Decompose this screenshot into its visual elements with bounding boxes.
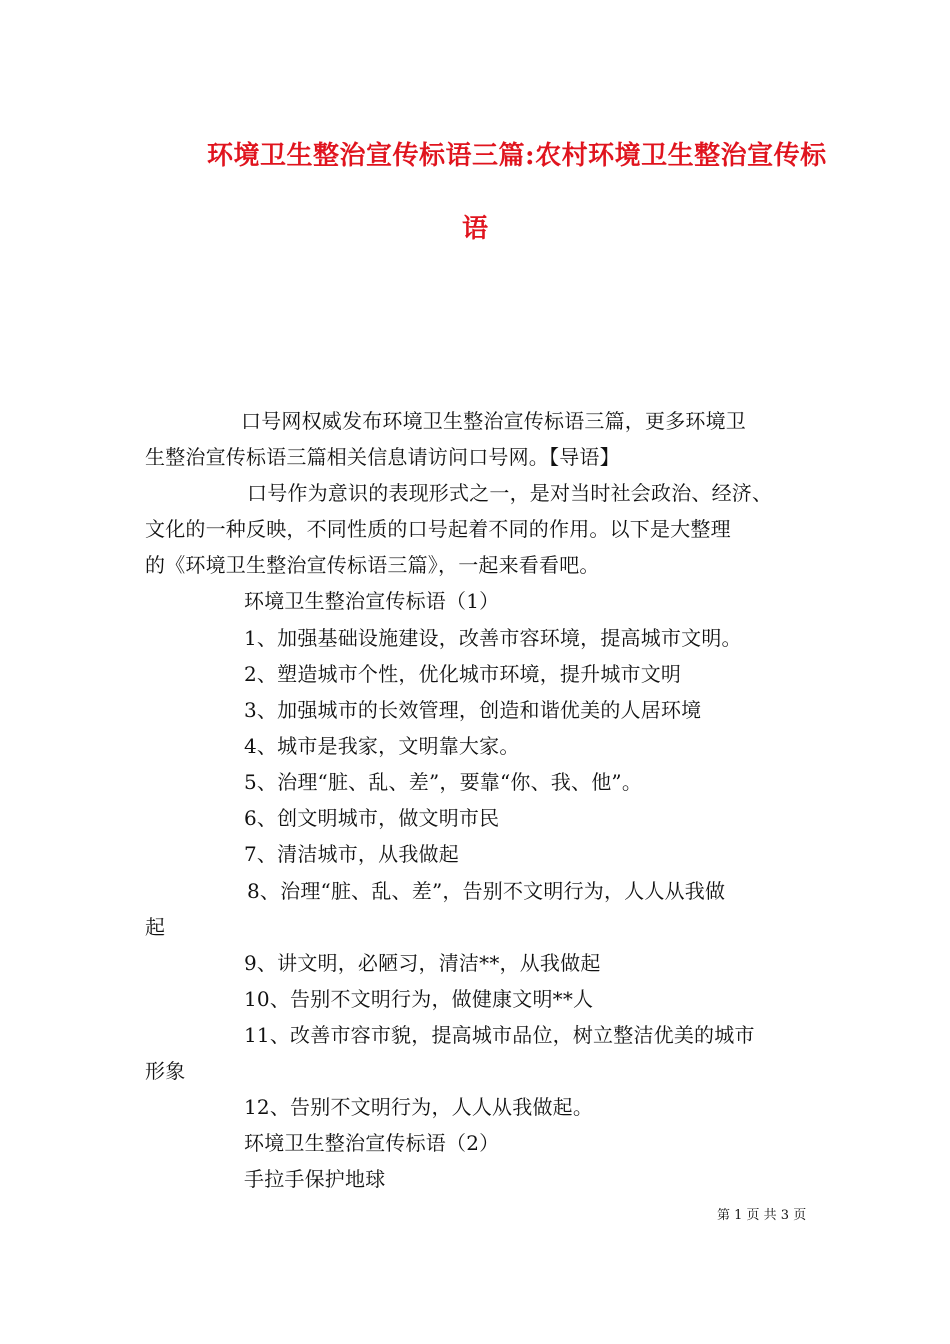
slogan-item-11-line-1: 11、改善市容市貌，提高城市品位，树立整洁优美的城市 [244, 1023, 755, 1047]
intro-paragraph-2-line-1: 口号作为意识的表现形式之一，是对当时社会政治、经济、 [247, 481, 773, 505]
slogan-item-4: 4、城市是我家，文明靠大家。 [244, 734, 520, 758]
slogan-item-8-line-1: 8、治理“脏、乱、差”，告别不文明行为，人人从我做 [247, 879, 726, 903]
slogan-item-5: 5、治理“脏、乱、差”，要靠“你、我、他”。 [244, 770, 643, 794]
page-indicator: 第 1 页 共 3 页 [717, 1208, 807, 1223]
section-1-heading: 环境卫生整治宣传标语（1） [244, 589, 500, 613]
slogan-item-3: 3、加强城市的长效管理，创造和谐优美的人居环境 [244, 698, 702, 722]
intro-paragraph-2-line-2: 文化的一种反映，不同性质的口号起着不同的作用。以下是大整理 [145, 517, 731, 541]
slogan-item-11-line-2: 形象 [145, 1059, 186, 1083]
slogan-item-1: 1、加强基础设施建设，改善市容环境，提高城市文明。 [244, 626, 742, 650]
slogan-item-7: 7、清洁城市，从我做起 [244, 842, 459, 866]
slogan-item-12: 12、告别不文明行为，人人从我做起。 [244, 1095, 594, 1119]
section-2-heading: 环境卫生整治宣传标语（2） [244, 1131, 500, 1155]
intro-paragraph-2-line-3: 的《环境卫生整治宣传标语三篇》，一起来看看吧。 [145, 553, 600, 577]
slogan-item-2: 2、塑造城市个性，优化城市环境，提升城市文明 [244, 662, 682, 686]
slogan-item-9: 9、讲文明，必陋习，清洁**，从我做起 [244, 951, 601, 975]
document-title-line-1: 环境卫生整治宣传标语三篇:农村环境卫生整治宣传标 [207, 141, 827, 171]
document-title-line-2: 语 [462, 214, 489, 244]
intro-paragraph-1-line-2: 生整治宣传标语三篇相关信息请访问口号网。【导语】 [145, 445, 620, 469]
slogan-item-6: 6、创文明城市，做文明市民 [244, 806, 500, 830]
slogan-item-8-line-2: 起 [145, 915, 166, 939]
intro-paragraph-1-line-1: 口号网权威发布环境卫生整治宣传标语三篇，更多环境卫 [241, 409, 746, 433]
slogan-item-10: 10、告别不文明行为，做健康文明**人 [244, 987, 594, 1011]
section-2-first-slogan: 手拉手保护地球 [244, 1167, 386, 1191]
